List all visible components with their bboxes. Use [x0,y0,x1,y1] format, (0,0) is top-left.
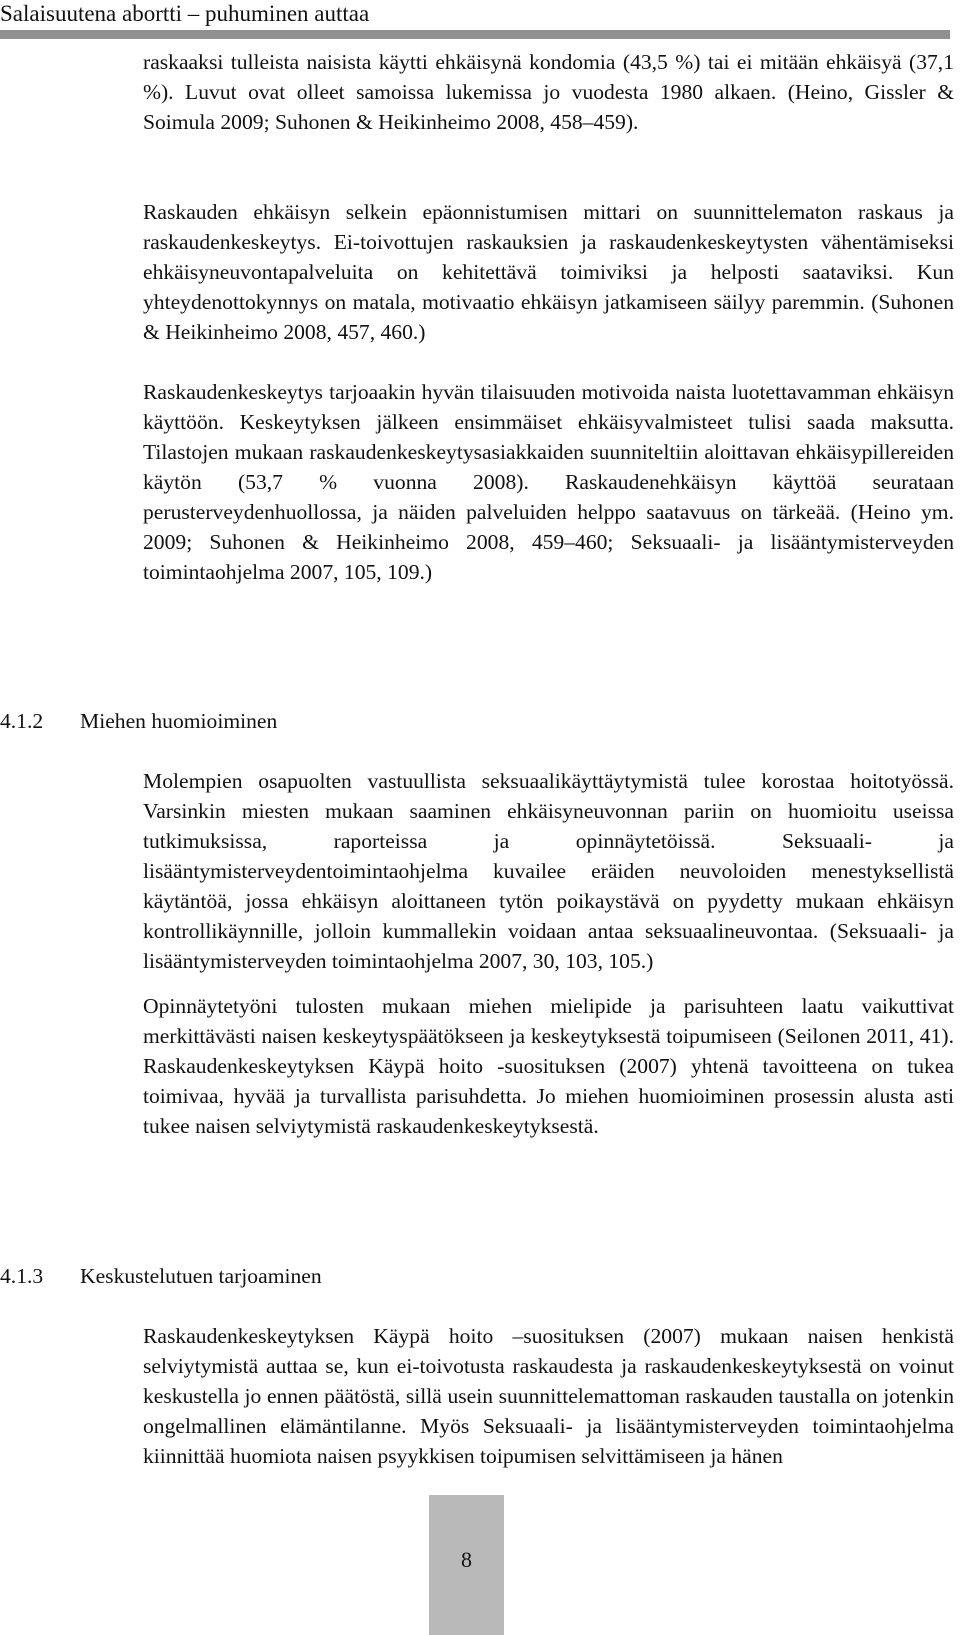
running-header-title: Salaisuutena abortti – puhuminen auttaa [0,1,370,26]
paragraph-counselling-support: Raskaudenkeskeytyksen Käypä hoito –suosituksen (2007) mukaan naisen henkistä selviytymistä auttaa se, kun ei-toivotusta raskaudesta ja raskaudenkeskeytyksestä on voinut keskustella jo ennen päätöstä, sillä usein suunnittelemattoman raskauden taustalla on jotenkin ongelmallinen elämäntilanne. Myös Seksuaali- ja lisääntymisterveyden toimintaohjelma kiinnittää huomiota naisen psyykkisen toipumisen selvittämiseen ja hänen [143,1324,954,1468]
page-number-box [429,1495,504,1635]
section-title: Miehen huomioiminen [80,709,278,733]
section-number: 4.1.3 [0,1264,44,1288]
paragraph-man-responsibility: Molempien osapuolten vastuullista seksuaalikäyttäytymistä tulee korostaa hoitotyössä. Varsinkin miesten mukaan saaminen ehkäisyneuvonnan pariin on huomioitu useissa tutkimuksissa, raporteissa ja opinnäytetöissä. Seksuaali- ja lisääntymisterveydentoimintaohjelma kuvailee eräiden neuvoloiden menestyksellistä käytäntöä, jossa ehkäisyn aloittaneen tytön poikaystävä on pyydetty mukaan ehkäisyn kontrollikäynnille, jolloin kummallekin voidaan antaa seksuaalineuvontaa. (Seksuaali- ja lisääntymisterveyden toimintaohjelma 2007, 30, 103, 105.) [143,769,954,973]
section-title: Keskustelutuen tarjoaminen [80,1264,322,1288]
section-heading-4-1-3 [0,1261,322,1291]
section-heading-4-1-2 [0,706,277,736]
paragraph-contraception-statistics: raskaaksi tulleista naisista käytti ehkäisynä kondomia (43,5 %) tai ei mitään ehkäisyä (37,1 %). Luvut ovat olleet samoissa lukemissa jo vuodesta 1980 alkaen. (Heino, Gissler & Soimula 2009; Suhonen & Heikinheimo 2008, 458–459). [143,50,954,134]
paragraph-thesis-results: Opinnäytetyöni tulosten mukaan miehen mielipide ja parisuhteen laatu vaikuttivat merkittävästi naisen keskeytyspäätökseen ja keskeytyksestä toipumiseen (Seilonen 2011, 41). Raskaudenkeskeytyksen Käypä hoito -suosituksen (2007) yhtenä tavoitteena on tukea toimivaa, hyvää ja turvallista parisuhdetta. Jo miehen huomioiminen prosessin alusta asti tukee naisen selviytymistä raskaudenkeskeytyksestä. [143,994,954,1138]
paragraph-contraception-failure: Raskauden ehkäisyn selkein epäonnistumisen mittari on suunnittelematon raskaus ja raskaudenkeskeytys. Ei-toivottujen raskauksien ja raskaudenkeskeytysten vähentämiseksi ehkäisyneuvontapalveluita on kehitettävä toimiviksi ja helposti saataviksi. Kun yhteydenottokynnys on matala, motivaatio ehkäisyn jatkamiseen säilyy paremmin. (Suhonen & Heikinheimo 2008, 457, 460.) [143,200,954,344]
section-number: 4.1.2 [0,709,44,733]
paragraph-abortion-motivation: Raskaudenkeskeytys tarjoaakin hyvän tilaisuuden motivoida naista luotettavamman ehkäisyn käyttöön. Keskeytyksen jälkeen ensimmäiset ehkäisyvalmisteet tulisi saada maksutta. Tilastojen mukaan raskaudenkeskeytysasiakkaiden suunniteltiin aloittavan ehkäisypillereiden käytön (53,7 % vuonna 2008). Raskaudenehkäisyn käyttöä seurataan perusterveydenhuollossa, ja näiden palveluiden helppo saatavuus on tärkeää. (Heino ym. 2009; Suhonen & Heikinheimo 2008, 459–460; Seksuaali- ja lisääntymisterveyden toimintaohjelma 2007, 105, 109.) [143,380,954,584]
page-number: 8 [461,1547,472,1572]
running-header [0,0,950,38]
header-rule [0,30,950,39]
